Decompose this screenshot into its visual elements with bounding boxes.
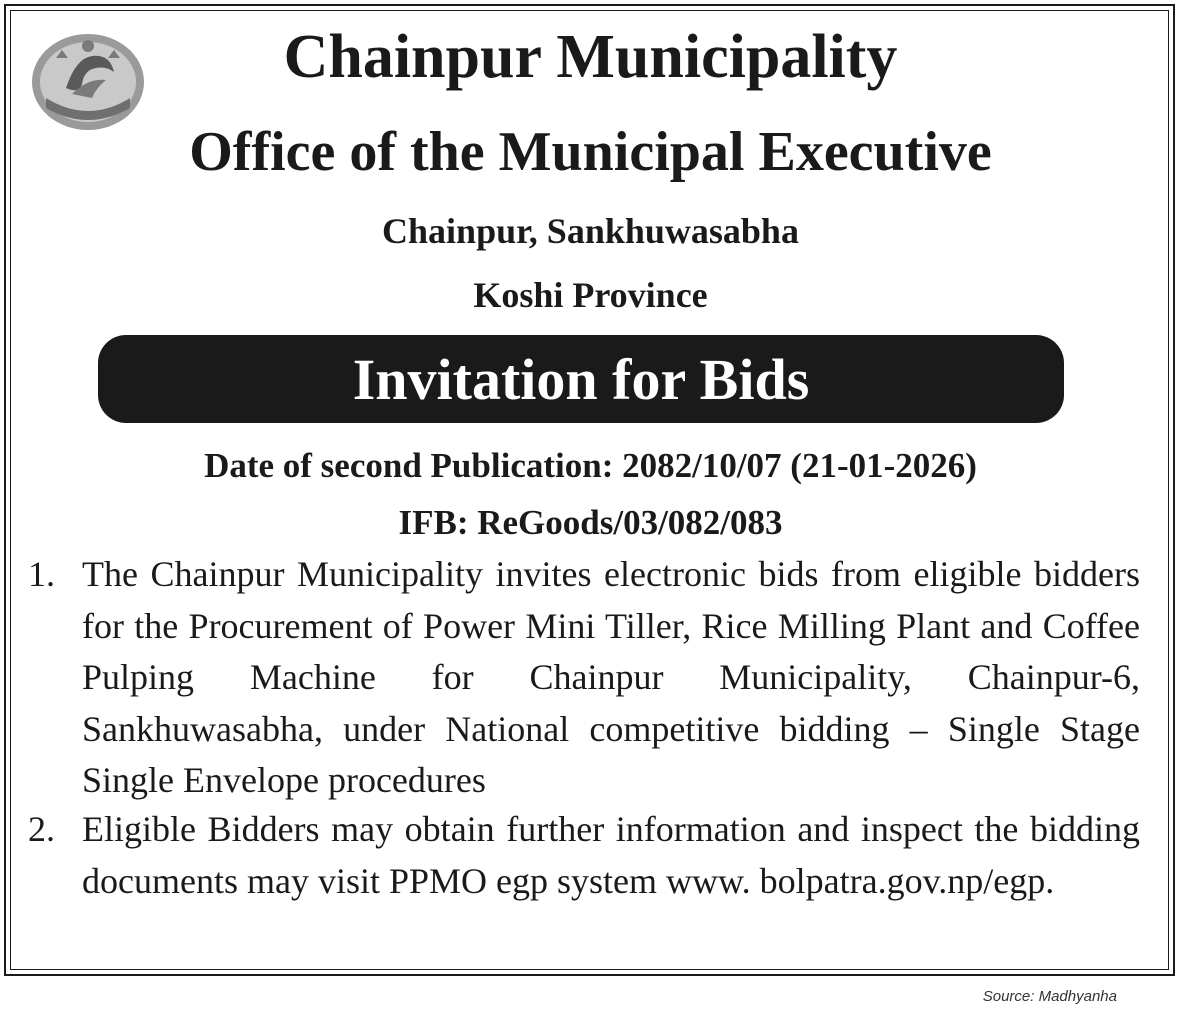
- publication-date: Date of second Publication: 2082/10/07 (21-01-2026): [204, 446, 977, 485]
- office-title: Office of the Municipal Executive: [189, 121, 992, 183]
- paragraph-number: 2.: [28, 809, 55, 849]
- province-line: Koshi Province: [473, 275, 708, 315]
- paragraph-2: [28, 804, 1140, 907]
- paragraph-number: 1.: [28, 554, 55, 594]
- banner-title: Invitation for Bids: [352, 347, 810, 412]
- paragraph-text: The Chainpur Municipality invites electronic bids from eligible bidders for the Procurement of Power Mini Tiller, Rice Milling Plant and Coffee Pulping Machine for Chainpur Municipality, Chainpur-6, Sankhuwasabha, under National competitive bidding – Single Stage Single Envelope procedures: [82, 554, 1140, 800]
- paragraph-1: [28, 549, 1140, 807]
- municipality-title: Chainpur Municipality: [283, 23, 898, 91]
- location-line: Chainpur, Sankhuwasabha: [382, 211, 799, 251]
- ifb-number: IFB: ReGoods/03/082/083: [398, 503, 783, 542]
- paragraph-text: Eligible Bidders may obtain further information and inspect the bidding documents may visit PPMO egp system www. bolpatra.gov.np/egp.: [82, 809, 1140, 901]
- source-credit: Source: Madhyanha: [982, 988, 1117, 1005]
